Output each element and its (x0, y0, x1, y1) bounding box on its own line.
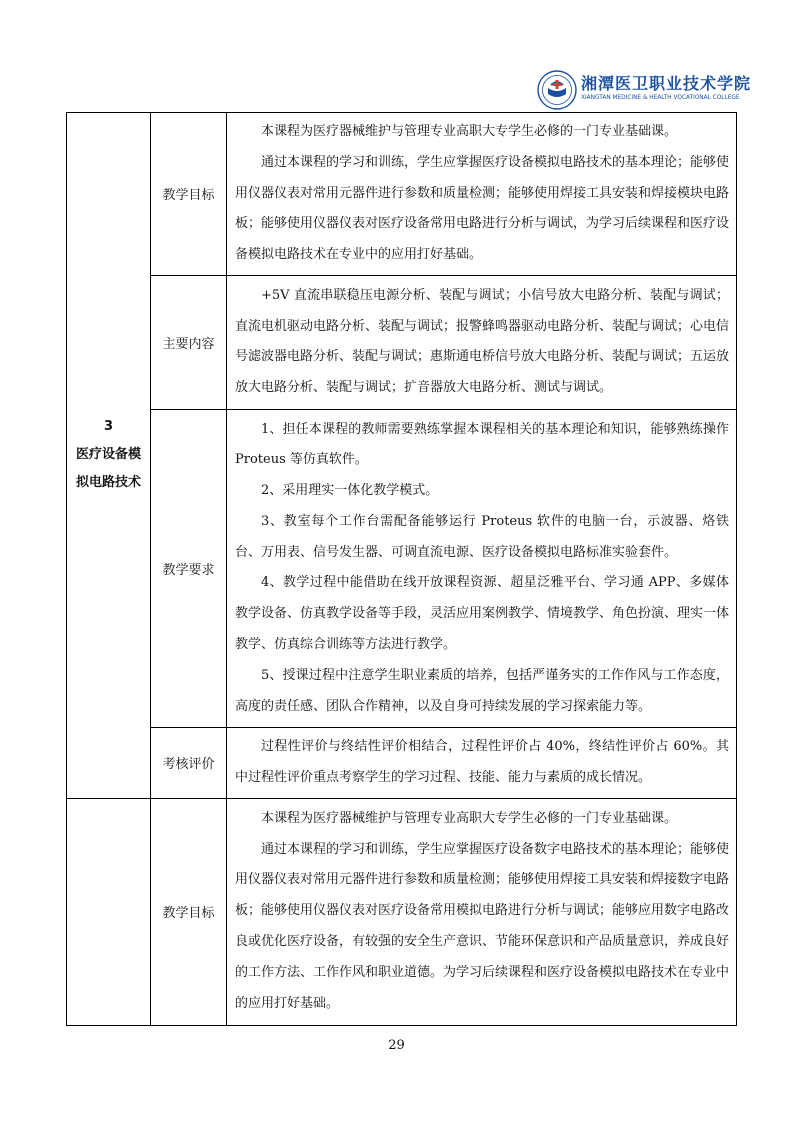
course-name-cell (67, 113, 151, 799)
paragraph: 5、授课过程中注意学生职业素质的培养，包括严谨务实的工作作风与工作态度，高度的责任感、团队合作精神，以及自身可持续发展的学习探索能力等。 (235, 667, 729, 714)
curriculum-table (66, 112, 737, 1026)
row-label-teaching-requirements: 教学要求 (151, 409, 227, 727)
teaching-requirements-content (227, 409, 737, 727)
paragraph: 本课程为医疗器械维护与管理专业高职大专学生必修的一门专业基础课。 (261, 810, 678, 826)
table-row (67, 798, 737, 1025)
college-name-cn: 湘潭医卫职业技术学院 (581, 74, 752, 93)
paragraph: 4、教学过程中能借助在线开放课程资源、超星泛雅平台、学习通 APP、多媒体教学设备、仿真教学设备等手段，灵活应用案例教学、情境教学、角色扮演、理实一体教学、仿真综合训练等方法进行教学。 (235, 575, 730, 653)
row-label-main-content: 主要内容 (151, 275, 227, 409)
table-row (67, 727, 737, 798)
table-row (67, 275, 737, 409)
paragraph: 本课程为医疗器械维护与管理专业高职大专学生必修的一门专业基础课。 (261, 124, 678, 139)
course-number: 3 (103, 419, 114, 435)
course-name-cell-empty (67, 798, 151, 1025)
teaching-goal-content (227, 113, 737, 276)
paragraph: 通过本课程的学习和训练，学生应掌握医疗设备模拟电路技术的基本理论；能够使用仪器仪表对常用元器件进行参数和质量检测；能够使用焊接工具安装和焊接模块电路板；能够使用仪器仪表对医疗设备常用电路进行分析与调试，为学习后续课程和医疗设备模拟电路技术在专业中的应用打好基础。 (235, 154, 730, 263)
course-name-line1: 医疗设备模 (75, 447, 141, 463)
teaching-goal-content (227, 798, 737, 1025)
paragraph: 2、采用理实一体化教学模式。 (261, 483, 439, 499)
assessment-content (227, 727, 737, 798)
paragraph: 1、担任本课程的教师需要熟练掌握本课程相关的基本理论和知识，能够熟练操作 Proteus 等仿真软件。 (235, 421, 729, 468)
course-name-line2: 拟电路技术 (75, 475, 141, 491)
paragraph: +5V 直流串联稳压电源分析、装配与调试；小信号放大电路分析、装配与调试；直流电机驱动电路分析、装配与调试；报警蜂鸣器驱动电路分析、装配与调试；心电信号滤波器电路分析、装配与调试；惠斯通电桥信号放大电路分析、装配与调试；五运放放大电路分析、装配与调试；扩音器放大电路分析、测试与调试。 (235, 287, 730, 396)
paragraph: 3、教室每个工作台需配备能够运行 Proteus 软件的电脑一台，示波器、烙铁台、万用表、信号发生器、可调直流电源、医疗设备模拟电路标准实验套件。 (235, 513, 729, 560)
row-label-teaching-goal: 教学目标 (151, 113, 227, 276)
page-number: 29 (388, 1038, 405, 1053)
table-row (67, 409, 737, 727)
paragraph: 通过本课程的学习和训练，学生应掌握医疗设备数字电路技术的基本理论；能够使用仪器仪表对常用元器件进行参数和质量检测；能够使用焊接工具安装和焊接数字电路板；能够使用仪器仪表对医疗设备常用模拟电路进行分析与调试；能够应用数字电路改良或优化医疗设备，有较强的安全生产意识、节能环保意识和产品质量意识，养成良好的工作方法、工作作风和职业道德。为学习后续课程和医疗设备模拟电路技术在专业中的应用打好基础。 (235, 841, 730, 1011)
main-content-content (227, 275, 737, 409)
college-seal-icon (537, 70, 577, 110)
college-name-en: XIANGTAN MEDICINE & HEALTH VOCATIONAL COLLEGE (581, 95, 740, 101)
paragraph: 过程性评价与终结性评价相结合，过程性评价占 40%，终结性评价占 60%。其中过程性评价重点考察学生的学习过程、技能、能力与素质的成长情况。 (235, 738, 729, 785)
table-row (67, 113, 737, 276)
row-label-assessment: 考核评价 (151, 727, 227, 798)
college-logo (537, 70, 752, 112)
row-label-teaching-goal: 教学目标 (151, 798, 227, 1025)
